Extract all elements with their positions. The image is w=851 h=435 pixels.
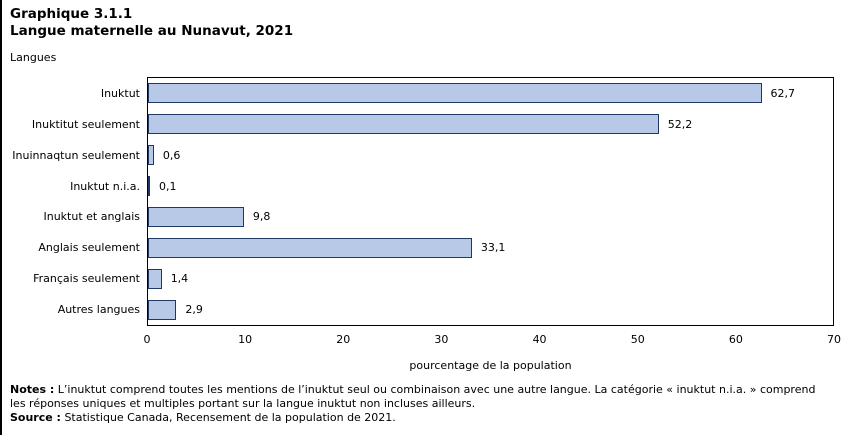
category-label: Inuinnaqtun seulement: [12, 148, 140, 162]
bar: [148, 238, 472, 258]
bar-value-label: 0,6: [162, 148, 181, 162]
bar-value-label: 9,8: [252, 210, 271, 224]
x-tick-label: 20: [336, 333, 351, 346]
y-axis-title: Langues: [10, 51, 57, 64]
bar-row: [70, 171, 833, 202]
bar-row: [33, 263, 833, 294]
bar-row: [100, 78, 833, 109]
bar: [148, 207, 244, 227]
bar: [148, 176, 150, 196]
plot-area: [12, 77, 834, 326]
bar-value-label: 52,2: [667, 117, 693, 131]
source-text: Statistique Canada, Recensement de la population de 2021.: [64, 411, 396, 424]
bar: [148, 114, 659, 134]
notes-text-1: L’inuktut comprend toutes les mentions de l’inuktut seul ou combinaison avec une autre langue. La catégorie « inuktut n.i.a. » comprend: [57, 383, 816, 396]
category-label: Anglais seulement: [38, 241, 140, 255]
bar-row: [31, 109, 833, 140]
category-label: Inuktut: [100, 86, 140, 100]
x-tick-label: 60: [728, 333, 743, 346]
bar: [148, 83, 762, 103]
category-label: Français seulement: [33, 272, 140, 286]
notes-label: Notes :: [10, 383, 55, 396]
category-label: Inuktut et anglais: [43, 210, 140, 224]
x-tick-label: 0: [143, 333, 151, 346]
source-label: Source :: [10, 411, 61, 424]
bar-value-label: 33,1: [480, 241, 506, 255]
notes-line-1: [10, 383, 847, 397]
chart-title: [10, 6, 293, 40]
bar-row: [57, 294, 833, 325]
x-axis-title: pourcentage de la population: [409, 359, 572, 372]
chart-title-line-2: Langue maternelle au Nunavut, 2021: [10, 23, 294, 39]
notes: [10, 383, 847, 425]
bar-row: [38, 232, 833, 263]
x-tick-label: 50: [630, 333, 645, 346]
bar: [148, 300, 176, 320]
x-axis-ticks: [143, 333, 841, 347]
notes-line-2: les réponses uniques et multiples portant sur la langue inuktut non incluses ailleurs.: [10, 397, 476, 410]
bar-row: [12, 140, 833, 171]
category-label: Inuktitut seulement: [31, 117, 140, 131]
bar: [148, 145, 154, 165]
x-tick-label: 30: [434, 333, 449, 346]
bar-value-label: 0,1: [159, 179, 177, 193]
bar-value-label: 62,7: [770, 86, 796, 100]
chart-title-line-1: Graphique 3.1.1: [10, 6, 133, 22]
bar-value-label: 2,9: [185, 303, 203, 317]
category-label: Autres langues: [57, 303, 140, 317]
x-tick-label: 70: [827, 333, 841, 346]
bar: [148, 269, 162, 289]
x-tick-label: 40: [532, 333, 547, 346]
source-line: [10, 411, 847, 425]
category-label: Inuktut n.i.a.: [70, 179, 140, 193]
bar-row: [43, 202, 833, 233]
x-tick-label: 10: [238, 333, 253, 346]
bar-value-label: 1,4: [170, 272, 189, 286]
